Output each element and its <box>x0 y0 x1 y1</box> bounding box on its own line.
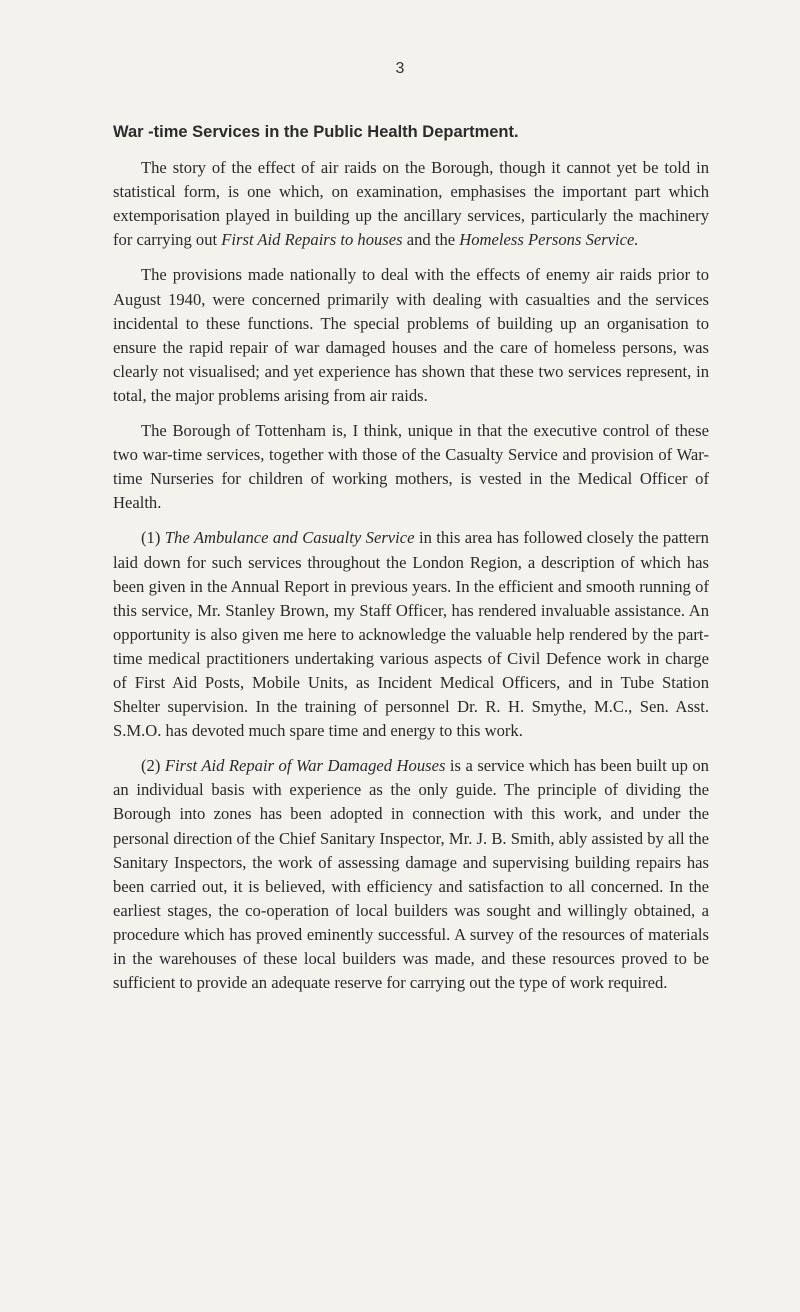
page-number: 3 <box>395 60 405 77</box>
paragraph-ambulance-service <box>113 526 709 743</box>
paragraph-borough-control: The Borough of Tottenham is, I think, unique in that the executive control of these two war-time services, together with those of the Casualty Service and provision of War-time Nurseries for children of working mothers, is vested in the Medical Officer of Health. <box>113 421 709 513</box>
paragraph-ambulance-number: (1) <box>141 528 165 548</box>
paragraph-ambulance-title: The Ambulance and Casualty Service <box>164 528 415 548</box>
section-heading: War -time Services in the Public Health Department. <box>113 123 519 141</box>
page-body <box>113 120 709 1006</box>
paragraph-repair-number: (2) <box>141 756 165 776</box>
paragraph-ambulance-text: in this area has followed closely the pattern laid down for such services throughout the London Region, a description of which has been given in the Annual Report in previous years. In the efficient and smooth running of this service, Mr. Stanley Brown, my Staff Officer, has rendered invaluable assistance. An opportunity is also given me here to acknowledge the valuable help rendered by the part-time medical practitioners undertaking various aspects of Civil Defence work in charge of First Aid Posts, Mobile Units, as Incident Medical Officers, and in Tube Station Shelter supervision. In the training of personnel Dr. R. H. Smythe, M.C., Sen. Asst. S.M.O. has devoted much spare time and energy to this work. <box>113 528 709 741</box>
paragraph-intro <box>113 156 709 252</box>
paragraph-repair-text: is a service which has been built up on an individual basis with experience as the only guide. The principle of dividing the Borough into zones has been adopted in connection with this work, and under the personal direction of the Chief Sanitary Inspector, Mr. J. B. Smith, ably assisted by all the Sanitary Inspectors, the work of assessing damage and supervising building repairs has been carried out, it is believed, with efficiency and satisfaction to all concerned. In the earliest stages, the co-operation of local builders was sought and willingly obtained, a procedure which has proved eminently successful. A survey of the resources of materials in the warehouses of these local builders was made, and these resources proved to be sufficient to provide an adequate reserve for carrying out the type of work required. <box>113 756 709 993</box>
paragraph-intro-emphasis-repairs: First Aid Repairs to houses <box>221 230 403 250</box>
paragraph-first-aid-repair <box>113 754 709 995</box>
paragraph-repair-title: First Aid Repair of War Damaged Houses <box>164 756 446 776</box>
paragraph-intro-connector: and the <box>402 230 460 250</box>
paragraph-intro-text: The story of the effect of air raids on the Borough, though it cannot yet be told in statistical form, is one which, on examination, emphasises the important part which extemporisation played in building up the ancillary services, particularly the machinery for carrying out <box>113 158 709 250</box>
paragraph-intro-emphasis-homeless: Homeless Persons Service. <box>459 230 639 250</box>
paragraph-provisions: The provisions made nationally to deal with the effects of enemy air raids prior to August 1940, were concerned primarily with dealing with casualties and the services incidental to these functions. The special problems of building up an organisation to ensure the rapid repair of war damaged houses and the care of homeless persons, was clearly not visualised; and yet experience has shown that these two services represent, in total, the major problems arising from air raids. <box>113 265 709 405</box>
